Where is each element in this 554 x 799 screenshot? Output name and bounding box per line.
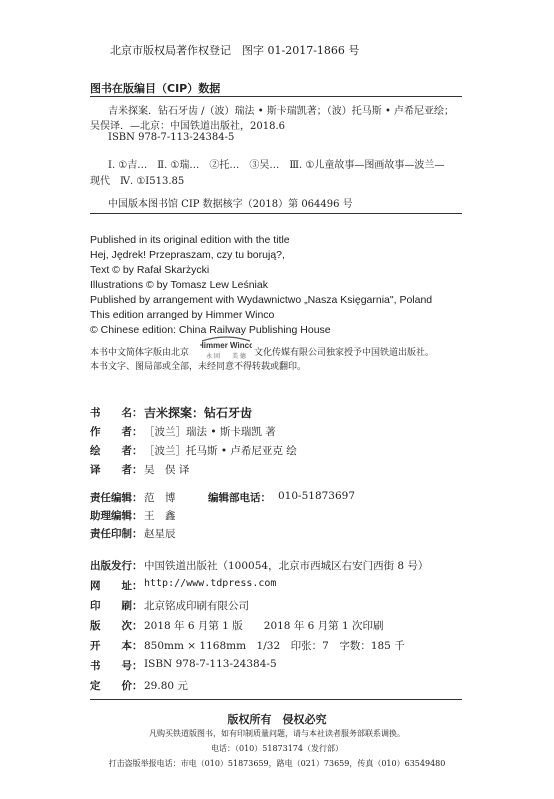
isbn-label: 书 号： [90, 660, 143, 672]
isbn-value: ISBN 978-7-113-24384-5 [144, 658, 277, 670]
rights-notice-line-1-start: 本书中文简体字版由北京 [90, 348, 190, 358]
cip-line-4: Ⅰ. ①吉… Ⅱ. ①瑞… ②托… ③吴… Ⅲ. ①儿童故事—图画故事—波兰— [108, 160, 445, 171]
book-title: 吉米探案：钻石牙齿 [144, 406, 253, 420]
footer-distribution-phone: 电话：（010）51873174（发行部） [211, 744, 343, 753]
print-supervisor-value: 赵星辰 [144, 528, 176, 540]
cip-heading: 图书在版编目（CIP）数据 [90, 82, 221, 95]
english-credit-line: © Chinese edition: China Railway Publishing House [90, 324, 331, 336]
author-label: 作 者： [90, 426, 143, 438]
format-label: 开 本： [90, 640, 143, 652]
english-credit-line: Published in its original edition with the title [90, 234, 290, 246]
printer-value: 北京铭成印刷有限公司 [144, 600, 249, 612]
assistant-editor-value: 王 鑫 [144, 510, 176, 522]
illustrator-value: ［波兰］托马斯 • 卢希尼亚克 绘 [144, 445, 297, 457]
publisher-value: 中国铁道出版社（100054，北京市西城区右安门西街 8 号） [144, 560, 429, 572]
website-label: 网 址： [90, 580, 143, 592]
editorial-phone-value: 010-51873697 [278, 490, 356, 502]
responsible-editor-label: 责任编辑： [90, 492, 143, 504]
footer-piracy-hotline: 打击盗版举报电话：市电（010）51873659，路电（021）73659，传真（010）63549480 [108, 759, 446, 768]
cip-bottom-rule [90, 213, 462, 214]
edition-label: 版 次： [90, 620, 143, 632]
cip-line-6: 中国版本图书馆 CIP 数据核字（2018）第 064496 号 [108, 199, 353, 210]
english-credit-line: Hej, Jędrek! Przepraszam, czy tu borują?, [90, 249, 285, 261]
footer-quality-notice: 凡购买铁道版图书，如有印制质量问题，请与本社读者服务部联系调换。 [149, 729, 405, 738]
cip-line-2: 吴俣译．—北京：中国铁道出版社，2018.6 [90, 121, 285, 132]
printer-label: 印 刷： [90, 600, 143, 612]
logo-wordmark: Himmer Winco [200, 341, 252, 350]
english-credit-line: Illustrations © by Tomasz Lew Leśniak [90, 279, 268, 291]
footer-rule [90, 699, 462, 700]
author-value: ［波兰］瑞法 • 斯卡瑞凯 著 [144, 426, 276, 438]
cip-line-5: 现代 Ⅳ. ①I513.85 [90, 176, 185, 187]
editorial-phone-label: 编辑部电话： [208, 492, 271, 504]
copyright-registration: 北京市版权局著作权登记 图字 01-2017-1866 号 [110, 44, 360, 57]
print-supervisor-label: 责任印制： [90, 528, 143, 540]
english-credit-line: Text © by Rafał Skarżycki [90, 264, 210, 276]
responsible-editor-value: 范 博 [144, 492, 176, 504]
rights-notice-line-2: 本书文字、图局部或全部，未经同意不得转载或翻印。 [90, 362, 307, 372]
cip-top-rule [90, 96, 462, 97]
cip-line-3: ISBN 978-7-113-24384-5 [108, 132, 235, 143]
assistant-editor-label: 助理编辑： [90, 510, 143, 522]
translator-label: 译 者： [90, 464, 143, 476]
english-credit-line: Published by arrangement with Wydawnictwo „Nasza Księgarnia", Poland [90, 294, 433, 306]
logo-tagline: 永 固 美 德 [206, 353, 246, 360]
cip-line-1: 吉米探案．钻石牙齿 /（波）瑞法 • 斯卡瑞凯著；（波）托马斯 • 卢希尼亚绘； [108, 106, 455, 117]
rights-reserved-title: 版权所有 侵权必究 [227, 713, 327, 726]
price-value: 29.80 元 [144, 680, 188, 692]
format-value: 850mm × 1168mm 1/32 印张：7 字数：185 千 [144, 640, 405, 652]
translator-value: 吴 俣 译 [144, 464, 190, 476]
edition-value: 2018 年 6 月第 1 版 2018 年 6 月第 1 次印刷 [144, 620, 384, 632]
website-value: http://www.tdpress.com [144, 578, 277, 589]
price-label: 定 价： [90, 680, 143, 692]
english-credit-line: This edition arranged by Himmer Winco [90, 309, 275, 321]
publisher-label: 出版发行： [90, 560, 143, 572]
illustrator-label: 绘 者： [90, 445, 143, 457]
rights-notice-line-1-end: 文化传媒有限公司独家授予中国铁道出版社。 [254, 348, 435, 358]
title-label: 书 名： [90, 407, 143, 419]
himmer-winco-logo [200, 335, 252, 361]
